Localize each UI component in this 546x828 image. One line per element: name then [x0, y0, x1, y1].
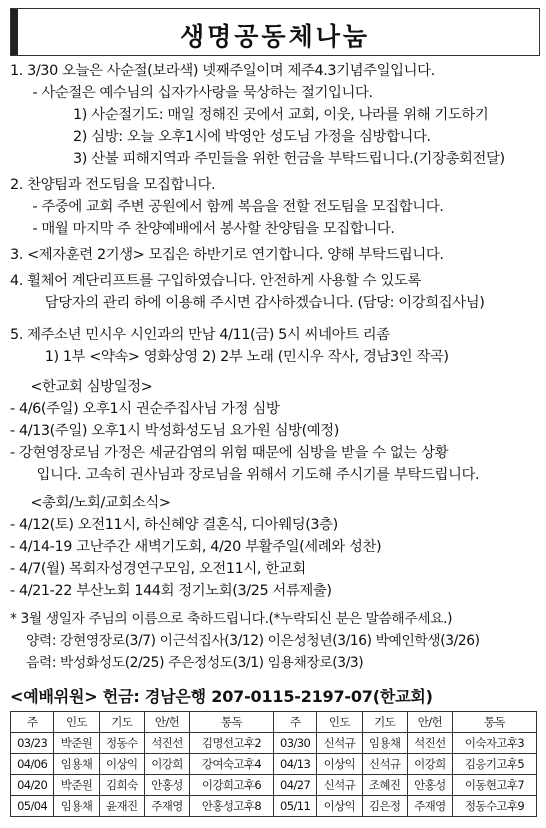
table-cell: 김은정 — [362, 796, 407, 817]
table-cell: 05/04 — [11, 796, 54, 817]
header-cell: 기도 — [362, 712, 407, 733]
table-cell: 04/27 — [273, 775, 316, 796]
table-cell: 이강희 — [144, 754, 189, 775]
birthday-line: 양력: 강현영장로(3/7) 이근석집사(3/12) 이은성청년(3/16) 박예인학생(3/26) — [18, 633, 480, 649]
title-box — [10, 8, 540, 56]
visit-line: - 4/13(주일) 오후1시 박성화성도님 요가원 심방(예정) — [10, 423, 340, 439]
table-cell: 윤재진 — [99, 796, 144, 817]
table-cell: 석진선 — [144, 733, 189, 754]
table-cell: 임용채 — [54, 754, 99, 775]
notice-line: 2) 심방: 오늘 오후1시에 박영안 성도님 가정을 심방합니다. — [48, 129, 431, 145]
visit-line: - 4/6(주일) 오후1시 권순주집사님 가정 심방 — [10, 401, 280, 417]
table-cell: 정동수고후9 — [453, 796, 537, 817]
table-cell: 이상익 — [99, 754, 144, 775]
section-heading-visits: <한교회 심방일정> — [22, 379, 153, 395]
notice-line: 5. 제주소년 민시우 시인과의 만남 4/11(금) 5시 씨네아트 리좀 — [10, 327, 390, 343]
header-cell: 인도 — [54, 712, 99, 733]
table-cell: 이상익 — [317, 754, 362, 775]
worship-roster-table — [10, 711, 537, 817]
notice-line: 1. 3/30 오늘은 사순절(보라색) 넷째주일이며 제주4.3기념주일입니다. — [10, 63, 435, 79]
table-cell: 이동현고후7 — [453, 775, 537, 796]
table-cell: 석진선 — [407, 733, 452, 754]
header-cell: 통독 — [453, 712, 537, 733]
table-cell: 03/30 — [273, 733, 316, 754]
notice-line: - 주중에 교회 주변 공원에서 함께 복음을 전할 전도팀을 모집합니다. — [24, 199, 444, 215]
table-cell: 이강희고후6 — [190, 775, 274, 796]
table-cell: 조혜진 — [362, 775, 407, 796]
table-header-row — [11, 712, 537, 733]
table-cell: 정동수 — [99, 733, 144, 754]
table-cell: 주재영 — [144, 796, 189, 817]
table-cell: 김희숙 — [99, 775, 144, 796]
table-cell: 04/06 — [11, 754, 54, 775]
table-cell: 김응기고후5 — [453, 754, 537, 775]
table-cell: 박준원 — [54, 733, 99, 754]
table-row — [11, 733, 537, 754]
notice-line: 3) 산불 피해지역과 주민들을 위한 헌금을 부탁드립니다.(기장총회전달) — [48, 151, 505, 167]
table-row — [11, 796, 537, 817]
page-title: 생명공동체나눔 — [179, 22, 371, 51]
table-cell: 04/13 — [273, 754, 316, 775]
table-cell: 신석규 — [317, 775, 362, 796]
table-cell: 강여숙고후4 — [190, 754, 274, 775]
header-cell: 주 — [273, 712, 316, 733]
header-cell: 주 — [11, 712, 54, 733]
notice-line: 1) 사순절기도: 매일 정해진 곳에서 교회, 이웃, 나라를 위해 기도하기 — [48, 107, 489, 123]
table-cell: 이숙자고후3 — [453, 733, 537, 754]
table-cell: 임용채 — [54, 796, 99, 817]
header-cell: 기도 — [99, 712, 144, 733]
table-cell: 이상익 — [317, 796, 362, 817]
table-cell: 03/23 — [11, 733, 54, 754]
news-line: - 4/14-19 고난주간 새벽기도회, 4/20 부활주일(세례와 성찬) — [10, 539, 382, 555]
offering-heading: <예배위원> 헌금: 경남은행 207-0115-2197-07(한교회) — [10, 687, 433, 706]
birthday-line: * 3월 생일자 주님의 이름으로 축하드립니다.(*누락되신 분은 말씀해주세요.) — [10, 611, 453, 627]
table-cell: 신석규 — [317, 733, 362, 754]
notice-line: 담당자의 관리 하에 이용해 주시면 감사하겠습니다. (담당: 이강희집사님) — [28, 295, 485, 311]
header-cell: 통독 — [190, 712, 274, 733]
table-cell: 안홍성 — [144, 775, 189, 796]
table-cell: 안홍성고후8 — [190, 796, 274, 817]
table-cell: 임용채 — [362, 733, 407, 754]
table-cell: 신석규 — [362, 754, 407, 775]
table-cell: 박준원 — [54, 775, 99, 796]
notice-line: 2. 찬양팀과 전도팀을 모집합니다. — [10, 177, 216, 193]
visit-line: 입니다. 고속히 권사님과 장로님을 위해서 기도해 주시기를 부탁드립니다. — [24, 467, 480, 483]
header-cell: 인도 — [317, 712, 362, 733]
news-line: - 4/21-22 부산노회 144회 정기노회(3/25 서류제출) — [10, 583, 332, 599]
birthday-line: 음력: 박성화성도(2/25) 주은정성도(3/1) 임용채장로(3/3) — [18, 655, 364, 671]
notice-line: 3. <제자훈련 2기생> 모집은 하반기로 연기합니다. 양해 부탁드립니다. — [10, 247, 444, 263]
notice-line: 1) 1부 <약속> 영화상영 2) 2부 노래 (민시우 작사, 경남3인 작곡) — [28, 349, 449, 365]
visit-line: - 강현영장로님 가정은 세균감염의 위험 때문에 심방을 받을 수 없는 상황 — [10, 445, 449, 461]
table-cell: 주재영 — [407, 796, 452, 817]
news-line: - 4/12(토) 오전11시, 하신혜양 결혼식, 디아웨딩(3층) — [10, 517, 338, 533]
section-heading-news: <총회/노회/교회소식> — [22, 495, 171, 511]
table-cell: 05/11 — [273, 796, 316, 817]
header-cell: 안/헌 — [407, 712, 452, 733]
table-row — [11, 775, 537, 796]
table-cell: 이강희 — [407, 754, 452, 775]
notice-line: 4. 휠체어 계단리프트를 구입하였습니다. 안전하게 사용할 수 있도록 — [10, 273, 421, 289]
table-cell: 04/20 — [11, 775, 54, 796]
notice-line: - 매월 마지막 주 찬양예배에서 봉사할 찬양팀을 모집합니다. — [24, 221, 395, 237]
table-cell: 안홍성 — [407, 775, 452, 796]
notice-line: - 사순절은 예수님의 십자가사랑을 묵상하는 절기입니다. — [24, 85, 373, 101]
table-row — [11, 754, 537, 775]
header-cell: 안/헌 — [144, 712, 189, 733]
table-cell: 김명선고후2 — [190, 733, 274, 754]
news-line: - 4/7(월) 목회자성경연구모임, 오전11시, 한교회 — [10, 561, 306, 577]
